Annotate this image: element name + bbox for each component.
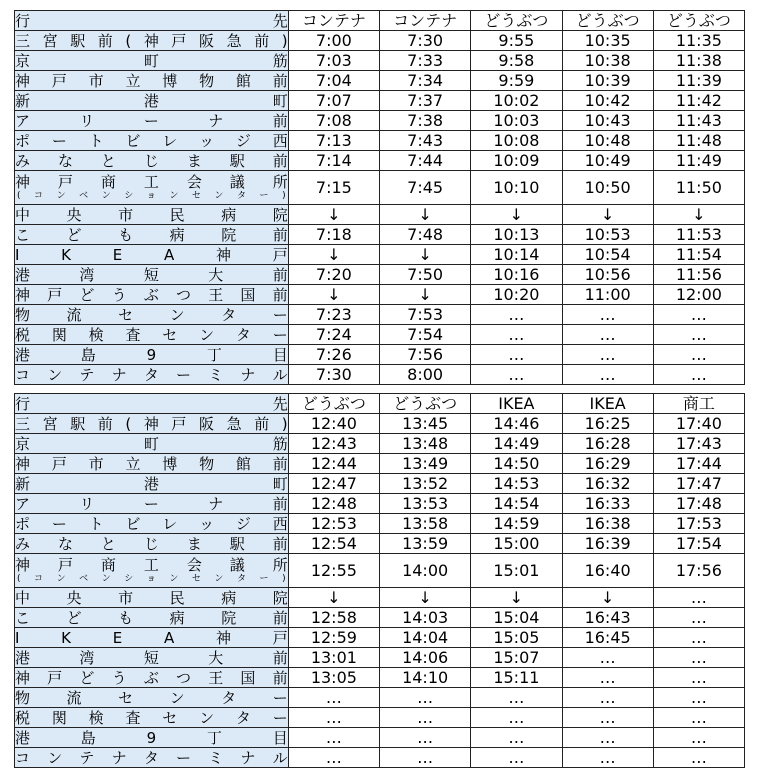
header-label-cell (15, 394, 289, 414)
table-row (15, 345, 745, 365)
stop-name-cell (15, 265, 289, 285)
table-row (15, 588, 745, 608)
stop-name: こ ど も 病 院 前 (15, 608, 288, 627)
departure-time: 16:29 (562, 454, 653, 474)
departure-time: 11:38 (653, 51, 744, 71)
table-row (15, 648, 745, 668)
departure-time: 14:50 (471, 454, 562, 474)
header-row (15, 394, 745, 414)
stop-name: み な と じ ま 駅 前 (15, 534, 288, 553)
departure-time: 10:50 (562, 171, 653, 205)
departure-time: … (471, 305, 562, 325)
departure-time: 10:53 (562, 225, 653, 245)
table-row (15, 91, 745, 111)
header-label: 行 先 (15, 11, 288, 30)
departure-time: 10:49 (562, 151, 653, 171)
departure-time: 7:13 (288, 131, 379, 151)
table-row (15, 71, 745, 91)
departure-time: … (288, 728, 379, 748)
table-row (15, 514, 745, 534)
table-row (15, 414, 745, 434)
departure-time: 14:06 (380, 648, 471, 668)
departure-time: 11:54 (653, 245, 744, 265)
departure-time: 11:53 (653, 225, 744, 245)
stop-name: ポ ー ト ビ レ ッ ジ 西 (15, 514, 288, 533)
header-row (15, 11, 745, 31)
stop-name-cell (15, 325, 289, 345)
stop-name-sub: ( コ ン ベ ン シ ョ ン セ ン タ ー ) (17, 574, 286, 584)
stop-name: 神 戸 市 立 博 物 館 前 (15, 71, 288, 90)
header-label: 行 先 (15, 394, 288, 413)
departure-time: 13:53 (380, 494, 471, 514)
departure-time: 10:13 (471, 225, 562, 245)
departure-time: 9:55 (471, 31, 562, 51)
departure-time: … (562, 325, 653, 345)
departure-time: 17:56 (653, 554, 744, 588)
departure-time: 7:08 (288, 111, 379, 131)
departure-time: 7:48 (380, 225, 471, 245)
stop-name: 物 流 セ ン タ ー (15, 305, 288, 324)
stop-name-cell (15, 648, 289, 668)
table-row (15, 668, 745, 688)
departure-time: 12:43 (288, 434, 379, 454)
stop-name-cell (15, 748, 289, 768)
stop-name-cell (15, 71, 289, 91)
departure-time: ↓ (380, 245, 471, 265)
stop-name: 税 関 検 査 セ ン タ ー (15, 708, 288, 727)
departure-time: … (653, 668, 744, 688)
departure-time: ↓ (562, 588, 653, 608)
departure-time: 7:53 (380, 305, 471, 325)
table-row (15, 151, 745, 171)
destination-header: どうぶつ (288, 394, 379, 414)
departure-time: 11:49 (653, 151, 744, 171)
stop-name: 神 戸 商 工 会 議 所 (15, 173, 288, 191)
departure-time: 10:10 (471, 171, 562, 205)
table-row (15, 205, 745, 225)
departure-time: 17:48 (653, 494, 744, 514)
departure-time: … (562, 668, 653, 688)
departure-time: … (288, 748, 379, 768)
stop-name-cell (15, 285, 289, 305)
departure-time: 10:42 (562, 91, 653, 111)
table-row (15, 688, 745, 708)
departure-time: 15:07 (471, 648, 562, 668)
departure-time: 12:53 (288, 514, 379, 534)
departure-time: … (380, 708, 471, 728)
departure-time: 16:40 (562, 554, 653, 588)
departure-time: 14:49 (471, 434, 562, 454)
departure-time: 10:03 (471, 111, 562, 131)
departure-time: 15:11 (471, 668, 562, 688)
table-row (15, 628, 745, 648)
departure-time: ↓ (288, 245, 379, 265)
stop-name: 神 戸 商 工 会 議 所 (15, 556, 288, 574)
departure-time: 14:00 (380, 554, 471, 588)
stop-name-cell (15, 365, 289, 385)
departure-time: 7:15 (288, 171, 379, 205)
departure-time: 9:58 (471, 51, 562, 71)
departure-time: 16:39 (562, 534, 653, 554)
destination-header: 商工 (653, 394, 744, 414)
header-label-cell (15, 11, 289, 31)
stop-name: 中 央 市 民 病 院 (15, 588, 288, 607)
stop-name-cell (15, 554, 289, 588)
departure-time: 8:00 (380, 365, 471, 385)
departure-time: 12:47 (288, 474, 379, 494)
departure-time: 14:04 (380, 628, 471, 648)
stop-name-cell (15, 494, 289, 514)
departure-time: … (471, 728, 562, 748)
stop-name: 税 関 検 査 セ ン タ ー (15, 325, 288, 344)
departure-time: … (380, 688, 471, 708)
departure-time: 15:01 (471, 554, 562, 588)
departure-time: 7:18 (288, 225, 379, 245)
departure-time: 7:38 (380, 111, 471, 131)
table-row (15, 434, 745, 454)
departure-time: … (288, 688, 379, 708)
departure-time: 7:30 (288, 365, 379, 385)
departure-time: ↓ (288, 285, 379, 305)
departure-time: 13:01 (288, 648, 379, 668)
departure-time: 13:52 (380, 474, 471, 494)
stop-name-cell (15, 51, 289, 71)
departure-time: … (562, 365, 653, 385)
stop-name: I K E A 神 戸 (15, 628, 288, 647)
departure-time: … (653, 648, 744, 668)
departure-time: 12:55 (288, 554, 379, 588)
departure-time: 17:43 (653, 434, 744, 454)
departure-time: … (653, 365, 744, 385)
departure-time: 17:47 (653, 474, 744, 494)
departure-time: ↓ (562, 205, 653, 225)
destination-header: コンテナ (288, 11, 379, 31)
departure-time: 7:37 (380, 91, 471, 111)
departure-time: 11:42 (653, 91, 744, 111)
destination-header: どうぶつ (653, 11, 744, 31)
table-row (15, 305, 745, 325)
departure-time: 10:16 (471, 265, 562, 285)
departure-time: 16:33 (562, 494, 653, 514)
stop-name: ア リ ー ナ 前 (15, 494, 288, 513)
departure-time: … (562, 648, 653, 668)
timetable-1 (14, 10, 745, 385)
stop-name-sub: ( コ ン ベ ン シ ョ ン セ ン タ ー ) (17, 191, 286, 201)
stop-name-cell (15, 245, 289, 265)
departure-time: 7:24 (288, 325, 379, 345)
table-row (15, 708, 745, 728)
stop-name-cell (15, 454, 289, 474)
table-row (15, 225, 745, 245)
departure-time: 13:49 (380, 454, 471, 474)
stop-name-cell (15, 628, 289, 648)
departure-time: … (562, 728, 653, 748)
departure-time: … (653, 345, 744, 365)
stop-name: み な と じ ま 駅 前 (15, 151, 288, 170)
departure-time: 16:43 (562, 608, 653, 628)
departure-time: 7:00 (288, 31, 379, 51)
table-row (15, 454, 745, 474)
departure-time: 7:56 (380, 345, 471, 365)
departure-time: 7:34 (380, 71, 471, 91)
departure-time: 10:08 (471, 131, 562, 151)
departure-time: 7:30 (380, 31, 471, 51)
departure-time: 13:59 (380, 534, 471, 554)
departure-time: 11:00 (562, 285, 653, 305)
departure-time: 10:09 (471, 151, 562, 171)
stop-name-cell (15, 31, 289, 51)
stop-name-cell (15, 474, 289, 494)
departure-time: … (653, 588, 744, 608)
departure-time: 11:56 (653, 265, 744, 285)
departure-time: 12:54 (288, 534, 379, 554)
table-row (15, 245, 745, 265)
stop-name-cell (15, 728, 289, 748)
departure-time: 17:54 (653, 534, 744, 554)
departure-time: 12:44 (288, 454, 379, 474)
departure-time: 14:54 (471, 494, 562, 514)
departure-time: ↓ (380, 588, 471, 608)
stop-name: 中 央 市 民 病 院 (15, 205, 288, 224)
table-row (15, 494, 745, 514)
stop-name: コ ン テ ナ タ ー ミ ナ ル (15, 365, 288, 384)
departure-time: 7:04 (288, 71, 379, 91)
departure-time: 16:28 (562, 434, 653, 454)
stop-name: 新 港 町 (15, 474, 288, 493)
departure-time: … (471, 345, 562, 365)
stop-name: こ ど も 病 院 前 (15, 225, 288, 244)
stop-name-cell (15, 345, 289, 365)
departure-time: … (653, 748, 744, 768)
departure-time: 11:43 (653, 111, 744, 131)
stop-name: 神 戸 市 立 博 物 館 前 (15, 454, 288, 473)
departure-time: 10:02 (471, 91, 562, 111)
departure-time: 11:39 (653, 71, 744, 91)
table-row (15, 285, 745, 305)
departure-time: 10:14 (471, 245, 562, 265)
stop-name-cell (15, 514, 289, 534)
departure-time: 7:26 (288, 345, 379, 365)
departure-time: 16:45 (562, 628, 653, 648)
departure-time: ↓ (288, 205, 379, 225)
departure-time: 9:59 (471, 71, 562, 91)
departure-time: … (380, 728, 471, 748)
departure-time: 10:35 (562, 31, 653, 51)
departure-time: 7:23 (288, 305, 379, 325)
destination-header: どうぶつ (562, 11, 653, 31)
table-row (15, 534, 745, 554)
stop-name-cell (15, 225, 289, 245)
departure-time: 7:54 (380, 325, 471, 345)
stop-name: ポ ー ト ビ レ ッ ジ 西 (15, 131, 288, 150)
departure-time: 16:25 (562, 414, 653, 434)
departure-time: 10:48 (562, 131, 653, 151)
table-row (15, 365, 745, 385)
stop-name-cell (15, 91, 289, 111)
table-row (15, 111, 745, 131)
destination-header: どうぶつ (471, 11, 562, 31)
departure-time: 14:03 (380, 608, 471, 628)
stop-name-cell (15, 588, 289, 608)
table-row (15, 474, 745, 494)
departure-time: … (380, 748, 471, 768)
stop-name-cell (15, 688, 289, 708)
departure-time: 14:53 (471, 474, 562, 494)
departure-time: 10:38 (562, 51, 653, 71)
departure-time: … (562, 748, 653, 768)
departure-time: 10:43 (562, 111, 653, 131)
departure-time: 15:00 (471, 534, 562, 554)
departure-time: 16:38 (562, 514, 653, 534)
departure-time: … (562, 708, 653, 728)
departure-time: ↓ (471, 205, 562, 225)
departure-time: 7:50 (380, 265, 471, 285)
departure-time: … (562, 305, 653, 325)
departure-time: … (471, 688, 562, 708)
stop-name-cell (15, 171, 289, 205)
departure-time: ↓ (471, 588, 562, 608)
departure-time: … (653, 728, 744, 748)
stop-name-cell (15, 205, 289, 225)
departure-time: ↓ (653, 205, 744, 225)
departure-time: 12:40 (288, 414, 379, 434)
departure-time: 17:44 (653, 454, 744, 474)
departure-time: … (562, 688, 653, 708)
table-row (15, 31, 745, 51)
table-row (15, 265, 745, 285)
departure-time: 10:56 (562, 265, 653, 285)
table-row (15, 131, 745, 151)
departure-time: … (288, 708, 379, 728)
stop-name: 神 戸 ど う ぶ つ 王 国 前 (15, 668, 288, 687)
departure-time: 13:05 (288, 668, 379, 688)
table-row (15, 748, 745, 768)
departure-time: … (653, 688, 744, 708)
departure-time: 13:58 (380, 514, 471, 534)
departure-time: 12:00 (653, 285, 744, 305)
stop-name-cell (15, 608, 289, 628)
departure-time: 10:54 (562, 245, 653, 265)
stop-name: 物 流 セ ン タ ー (15, 688, 288, 707)
departure-time: … (471, 708, 562, 728)
departure-time: … (471, 748, 562, 768)
departure-time: 17:40 (653, 414, 744, 434)
destination-header: コンテナ (380, 11, 471, 31)
departure-time: … (653, 628, 744, 648)
stop-name: ア リ ー ナ 前 (15, 111, 288, 130)
table-row (15, 325, 745, 345)
destination-header: どうぶつ (380, 394, 471, 414)
departure-time: 11:48 (653, 131, 744, 151)
departure-time: … (471, 365, 562, 385)
stop-name: 京 町 筋 (15, 434, 288, 453)
stop-name: 神 戸 ど う ぶ つ 王 国 前 (15, 285, 288, 304)
stop-name-cell (15, 131, 289, 151)
table-row (15, 608, 745, 628)
departure-time: 7:44 (380, 151, 471, 171)
stop-name: 港 湾 短 大 前 (15, 648, 288, 667)
stop-name: 港 島 9 丁 目 (15, 345, 288, 364)
departure-time: 14:59 (471, 514, 562, 534)
stop-name-cell (15, 708, 289, 728)
departure-time: 15:04 (471, 608, 562, 628)
destination-header: IKEA (471, 394, 562, 414)
stop-name-cell (15, 111, 289, 131)
departure-time: … (562, 345, 653, 365)
stop-name: 京 町 筋 (15, 51, 288, 70)
table-row (15, 728, 745, 748)
stop-name: コ ン テ ナ タ ー ミ ナ ル (15, 748, 288, 767)
departure-time: 7:03 (288, 51, 379, 71)
departure-time: 7:14 (288, 151, 379, 171)
table-row (15, 554, 745, 588)
stop-name: 三 宮 駅 前 ( 神 戸 阪 急 前 ) (15, 31, 288, 50)
departure-time: 12:48 (288, 494, 379, 514)
table-row (15, 171, 745, 205)
departure-time: 17:53 (653, 514, 744, 534)
stop-name-cell (15, 434, 289, 454)
stop-name-cell (15, 534, 289, 554)
departure-time: 7:45 (380, 171, 471, 205)
stop-name-cell (15, 305, 289, 325)
stop-name: 港 島 9 丁 目 (15, 728, 288, 747)
timetable-2-body (15, 394, 745, 768)
departure-time: 11:35 (653, 31, 744, 51)
departure-time: 14:46 (471, 414, 562, 434)
departure-time: 7:07 (288, 91, 379, 111)
departure-time: 11:50 (653, 171, 744, 205)
departure-time: 10:20 (471, 285, 562, 305)
stop-name-cell (15, 414, 289, 434)
departure-time: … (653, 608, 744, 628)
stop-name-cell (15, 668, 289, 688)
stop-name-cell (15, 151, 289, 171)
departure-time: ↓ (380, 285, 471, 305)
departure-time: ↓ (288, 588, 379, 608)
departure-time: … (653, 708, 744, 728)
timetable-1-body (15, 11, 745, 385)
departure-time: 7:43 (380, 131, 471, 151)
departure-time: ↓ (380, 205, 471, 225)
departure-time: 10:39 (562, 71, 653, 91)
departure-time: 16:32 (562, 474, 653, 494)
departure-time: … (653, 325, 744, 345)
departure-time: 14:10 (380, 668, 471, 688)
departure-time: 13:45 (380, 414, 471, 434)
departure-time: 15:05 (471, 628, 562, 648)
stop-name: 三 宮 駅 前 ( 神 戸 阪 急 前 ) (15, 414, 288, 433)
stop-name: I K E A 神 戸 (15, 245, 288, 264)
departure-time: … (653, 305, 744, 325)
timetable-2 (14, 393, 745, 768)
departure-time: 12:59 (288, 628, 379, 648)
stop-name: 新 港 町 (15, 91, 288, 110)
stop-name: 港 湾 短 大 前 (15, 265, 288, 284)
destination-header: IKEA (562, 394, 653, 414)
departure-time: 12:58 (288, 608, 379, 628)
departure-time: 13:48 (380, 434, 471, 454)
departure-time: … (471, 325, 562, 345)
departure-time: 7:20 (288, 265, 379, 285)
departure-time: 7:33 (380, 51, 471, 71)
table-row (15, 51, 745, 71)
